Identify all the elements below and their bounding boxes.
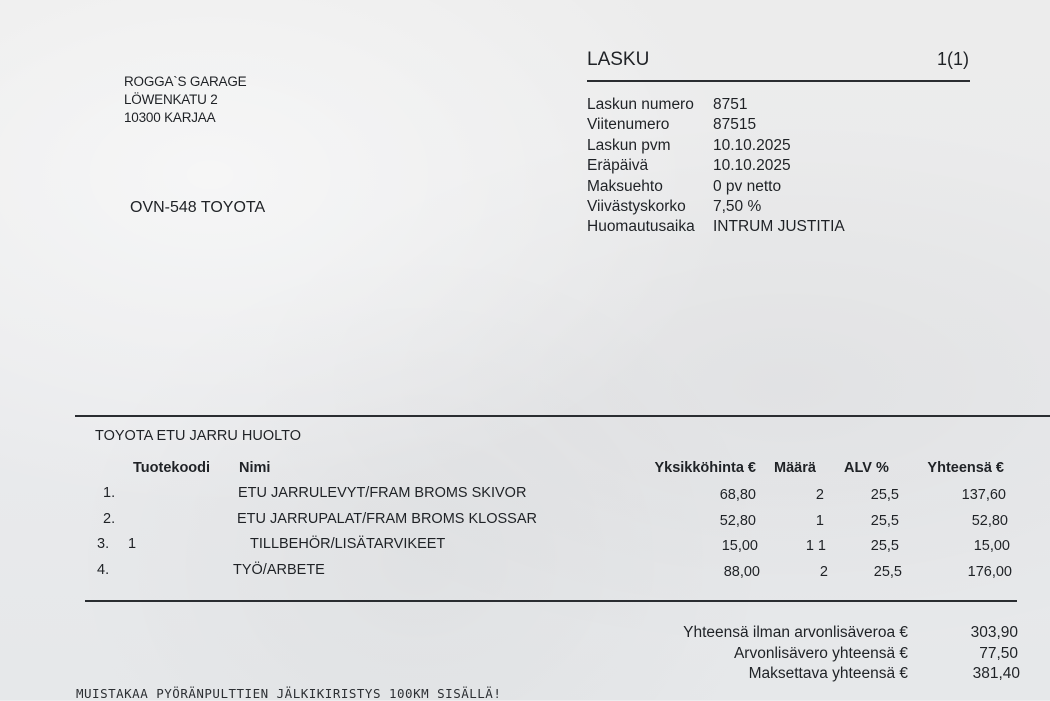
vat-total-label: Arvonlisävero yhteensä € (733, 645, 908, 662)
item-vat: 25,5 (870, 487, 899, 503)
item-qty: 1 1 (805, 538, 826, 554)
sender-name: ROGGA`S GARAGE (124, 74, 247, 89)
meta-label: Viitenumero (587, 116, 670, 134)
meta-value: 0 pv netto (713, 177, 782, 195)
meta-row (587, 177, 845, 197)
items-bottom-divider (85, 600, 1017, 602)
item-qty: 2 (815, 487, 824, 503)
document-title: LASKU (587, 49, 650, 70)
meta-label: Eräpäivä (587, 157, 649, 175)
column-header-total: Yhteensä € (927, 460, 1004, 476)
item-unit-price: 15,00 (721, 538, 758, 554)
subtotal-value: 303,90 (970, 624, 1018, 641)
meta-label: Laskun numero (587, 96, 694, 113)
meta-row (587, 197, 845, 217)
meta-row (587, 156, 845, 176)
row-number: 4. (97, 562, 110, 578)
row-number: 1. (103, 485, 116, 501)
item-name: ETU JARRUPALAT/FRAM BROMS KLOSSAR (237, 511, 537, 527)
item-code: 1 (128, 536, 137, 552)
footer-note: MUISTAKAA PYÖRÄNPULTTIEN JÄLKIKIRISTYS 100KM SISÄLLÄ! (76, 686, 502, 701)
page-number: 1(1) (937, 49, 970, 69)
grand-total-label: Maksettava yhteensä € (748, 665, 908, 682)
title-divider (587, 80, 970, 82)
item-vat: 25,5 (873, 564, 902, 580)
item-total: 137,60 (961, 487, 1006, 503)
job-title: TOYOTA ETU JARRU HUOLTO (95, 428, 301, 444)
invoice-meta (587, 95, 845, 238)
vat-total-value: 77,50 (979, 645, 1018, 662)
column-header-vat: ALV % (844, 460, 889, 476)
meta-row (587, 115, 845, 135)
item-total: 15,00 (973, 538, 1010, 554)
meta-value: 87515 (713, 116, 757, 134)
item-total: 176,00 (967, 564, 1012, 580)
meta-row (587, 136, 845, 156)
grand-total-value: 381,40 (972, 665, 1020, 682)
column-header-name: Nimi (239, 460, 271, 476)
item-unit-price: 52,80 (719, 513, 756, 529)
meta-value: 7,50 % (713, 198, 762, 216)
item-vat: 25,5 (870, 538, 899, 554)
meta-value: INTRUM JUSTITIA (713, 218, 845, 236)
column-header-code: Tuotekoodi (133, 460, 211, 476)
sender-city: 10300 KARJAA (124, 110, 216, 125)
row-number: 2. (103, 511, 116, 527)
column-header-qty: Määrä (774, 460, 816, 476)
meta-value: 10.10.2025 (713, 157, 791, 175)
meta-row (587, 95, 845, 115)
item-unit-price: 88,00 (723, 564, 760, 580)
meta-label: Huomautusaika (587, 218, 695, 236)
meta-label: Laskun pvm (587, 136, 671, 154)
column-header-unit-price: Yksikköhinta € (654, 460, 756, 476)
meta-value: 10.10.2025 (713, 136, 791, 154)
item-name: TILLBEHÖR/LISÄTARVIKEET (250, 536, 446, 552)
meta-value: 8751 (713, 96, 748, 113)
meta-row (587, 217, 845, 237)
item-qty: 1 (815, 513, 824, 529)
item-vat: 25,5 (870, 513, 899, 529)
sender-street: LÖWENKATU 2 (124, 92, 218, 107)
vehicle-info: OVN-548 TOYOTA (130, 199, 266, 216)
item-name: ETU JARRULEVYT/FRAM BROMS SKIVOR (238, 485, 527, 501)
subtotal-label: Yhteensä ilman arvonlisäveroa € (683, 624, 908, 641)
item-unit-price: 68,80 (719, 487, 756, 503)
meta-label: Viivästyskorko (587, 198, 686, 216)
meta-label: Maksuehto (587, 177, 663, 195)
item-name: TYÖ/ARBETE (233, 562, 325, 578)
items-top-divider (75, 415, 1050, 417)
item-qty: 2 (819, 564, 828, 580)
row-number: 3. (97, 536, 110, 552)
sender-address (124, 73, 246, 127)
item-total: 52,80 (971, 513, 1008, 529)
